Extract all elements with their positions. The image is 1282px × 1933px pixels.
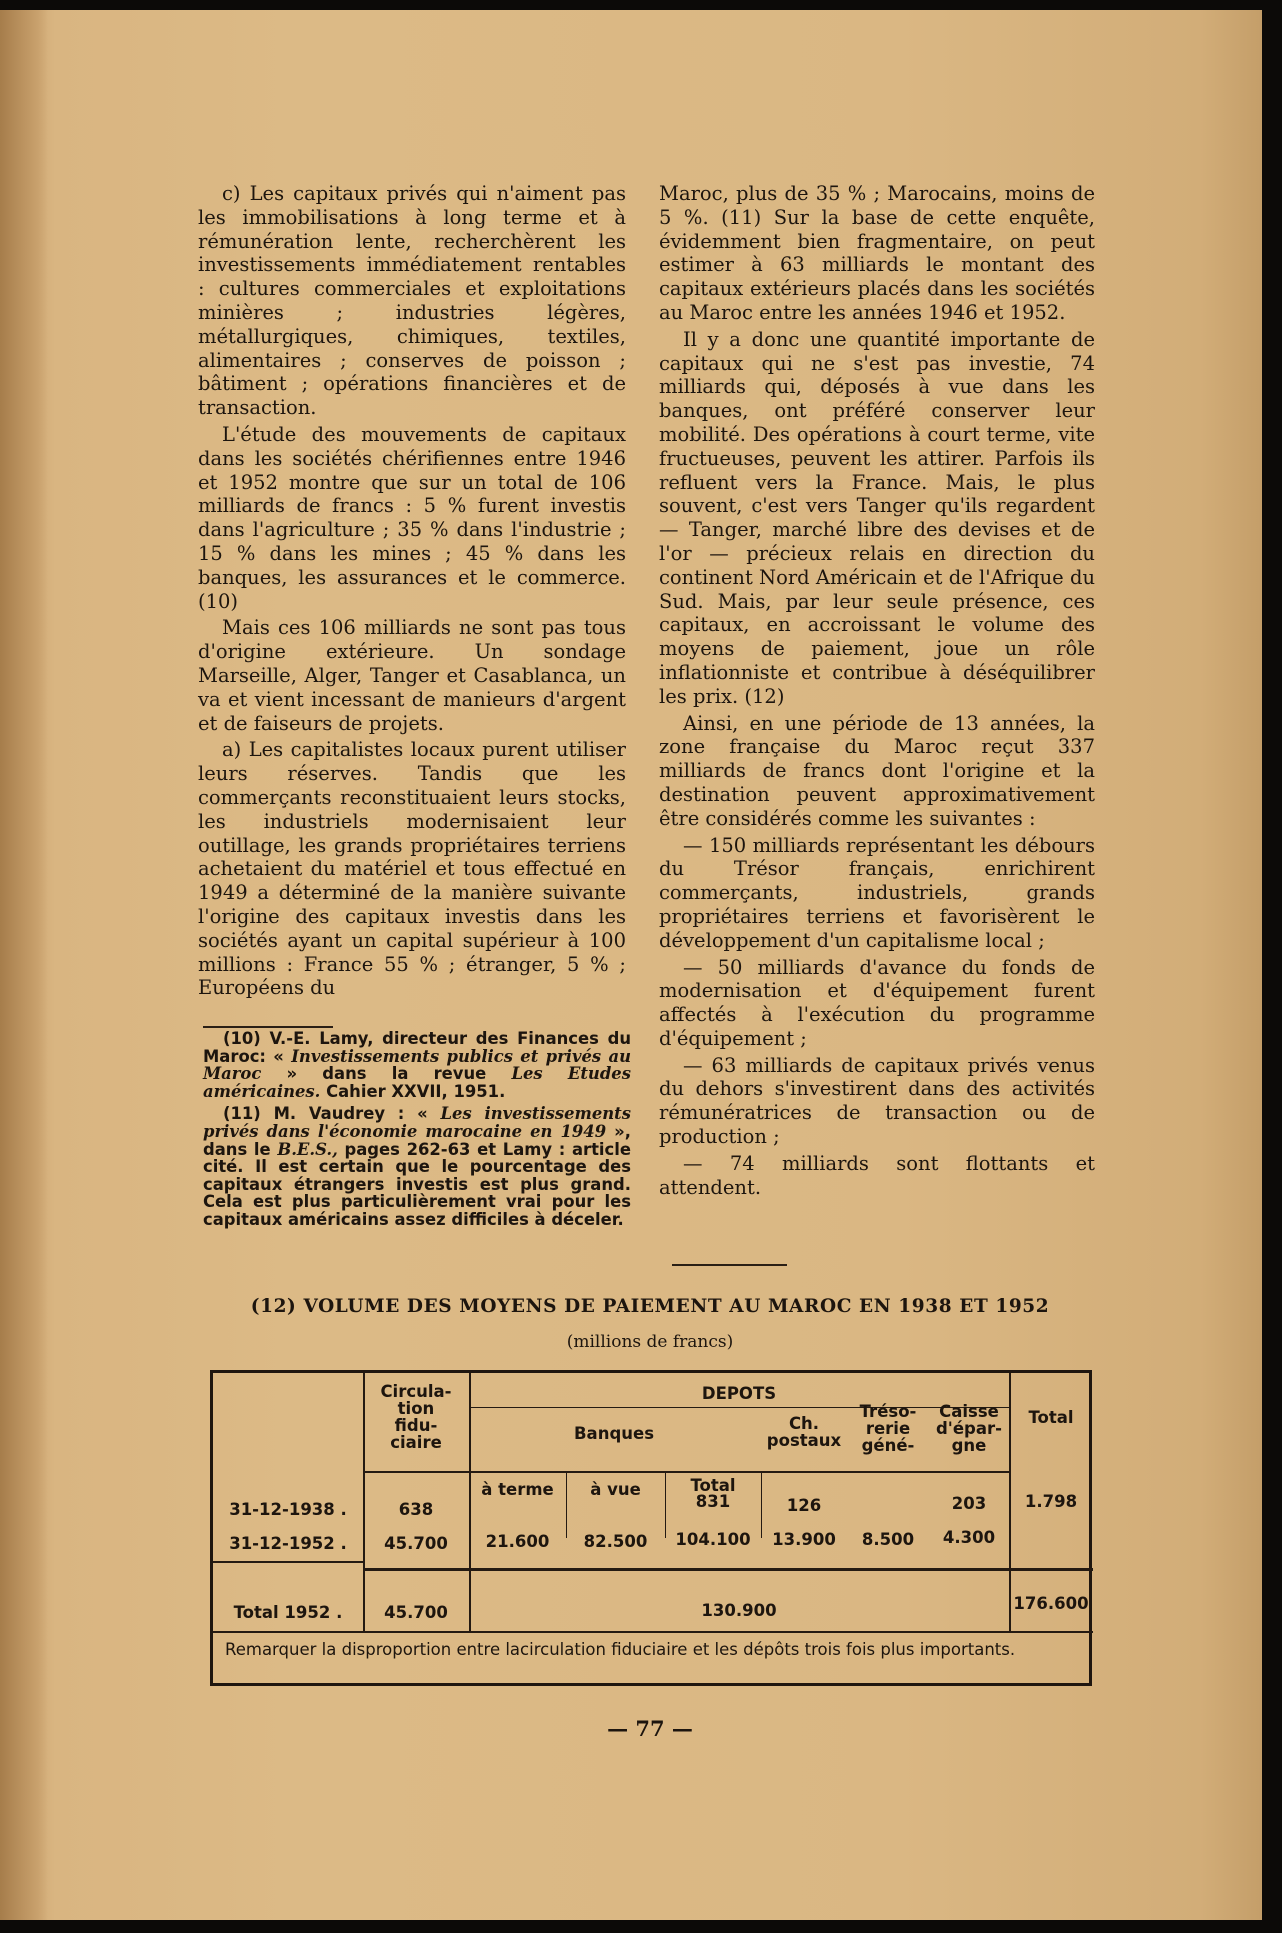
cell-value: 82.500 — [583, 1532, 648, 1551]
header-caisse: Caisse d'épar- gne — [936, 1402, 1002, 1455]
grid-line — [213, 1631, 1093, 1633]
total-grand: 176.600 — [1013, 1594, 1089, 1613]
paragraph: — 50 milliards d'avance du fonds de modernisation et d'équipement furent affectés à l'exécution du programme d'équipement ; — [659, 955, 1095, 1050]
cell-value: 21.600 — [485, 1532, 550, 1551]
row-label-1938: 31-12-1938 . — [229, 1500, 347, 1519]
cell-value: 45.700 — [384, 1534, 448, 1553]
page-number: — 77 — — [607, 1716, 693, 1741]
total-row-label: Total 1952 . — [233, 1603, 343, 1622]
section-rule — [672, 1264, 787, 1266]
left-text-column — [198, 182, 626, 1003]
row-label-1952: 31-12-1952 . — [229, 1534, 347, 1553]
paragraph: — 150 milliards représentant les débours du Trésor français, enrichirent commerçants, industriels, grands propriétaires terriens et favorisèrent le développement d'un capitalisme local ; — [659, 833, 1095, 952]
cell-value: 1.798 — [1024, 1492, 1078, 1511]
cell-value: 831 — [695, 1492, 731, 1511]
binding-gutter — [0, 10, 48, 1920]
header-total: Total — [1028, 1408, 1074, 1427]
paragraph: Ainsi, en une période de 13 années, la zone française du Maroc reçut 337 milliards de francs dont l'origine et la destination peuvent approximativement être considérés comme les suivantes : — [659, 711, 1095, 830]
total-circulation: 45.700 — [384, 1603, 448, 1622]
header-ch-postaux: Ch. postaux — [766, 1414, 842, 1450]
header-tresorerie: Tréso- rerie géné- — [859, 1402, 917, 1455]
grid-line — [363, 1568, 1093, 1571]
cell-value: 4.300 — [942, 1528, 996, 1547]
paragraph: Mais ces 106 milliards ne sont pas tous d'origine extérieure. Un sondage Marseille, Alger, Tanger et Casablanca, un va et vient incessant de manieurs d'argent et de faiseurs de projets. — [198, 616, 626, 735]
footnote-10: (10) V.-E. Lamy, directeur des Finances du Maroc: « Investissements publics et privés au Maroc » dans la revue Les Etudes américaines. Cahier XXVII, 1951. — [203, 1029, 631, 1101]
cell-value: 104.100 — [675, 1530, 751, 1549]
grid-line — [363, 1471, 1009, 1473]
footnote-11: (11) M. Vaudrey : « Les investissements privés dans l'économie marocaine en 1949 », dans le B.E.S., pages 262-63 et Lamy : article cité. Il est certain que le pourcentage des capitaux étrangers investis est plus grand. Cela est plus particulièrement vrai pour les capitaux américains assez difficiles à déceler. — [203, 1104, 631, 1229]
table-title: (12) VOLUME DES MOYENS DE PAIEMENT AU MAROC EN 1938 ET 1952 — [250, 1296, 1050, 1317]
header-a-vue: à vue — [590, 1480, 641, 1499]
footnote-rule — [203, 1026, 333, 1028]
paragraph: a) Les capitalistes locaux purent utiliser leurs réserves. Tandis que les commerçants reconstituaient leurs stocks, les industriels modernisaient leur outillage, les grands propriétaires terriens achetaient du matériel et tous effectué en 1949 a déterminé de la manière suivante l'origine des capitaux investis dans les sociétés ayant un capital supérieur à 100 millions : France 55 % ; étranger, 5 % ; Européens du — [198, 738, 626, 1000]
paragraph: Maroc, plus de 35 % ; Marocains, moins de 5 %. (11) Sur la base de cette enquête, évidemment bien fragmentaire, on peut estimer à 63 milliards le montant des capitaux extérieurs placés dans les sociétés au Maroc entre les années 1946 et 1952. — [659, 182, 1095, 324]
header-circulation: Circula- tion fidu- ciaire — [380, 1382, 452, 1452]
data-table — [210, 1370, 1092, 1686]
cell-value: 638 — [398, 1500, 434, 1519]
cell-value: 126 — [786, 1496, 822, 1515]
header-a-terme: à terme — [481, 1480, 554, 1499]
cell-value: 13.900 — [772, 1530, 836, 1549]
header-banques-total: Total — [690, 1476, 736, 1495]
cell-value: 8.500 — [861, 1530, 915, 1549]
paragraph: — 63 milliards de capitaux privés venus du dehors s'investirent dans des activités rémunératrices de transaction ou de production ; — [659, 1053, 1095, 1149]
table-subtitle: (millions de francs) — [566, 1332, 734, 1352]
right-text-column — [659, 182, 1095, 1202]
book-page — [0, 10, 1262, 1920]
paragraph: L'étude des mouvements de capitaux dans les sociétés chérifiennes entre 1946 et 1952 montre que sur un total de 106 milliards de francs : 5 % furent investis dans l'agriculture ; 35 % dans l'industrie ; 15 % dans les mines ; 45 % dans les banques, les assurances et le commerce. (10) — [198, 422, 626, 613]
paragraph: — 74 milliards sont flottants et attendent. — [659, 1151, 1095, 1199]
grid-line — [469, 1373, 471, 1631]
paragraph: c) Les capitaux privés qui n'aiment pas les immobilisations à long terme et à rémunération lente, recherchèrent les investissements immédiatement rentables : cultures commerciales et exploitations minières ; industries légères, métallurgiques, chimiques, textiles, alimentaires ; conserves de poisson ; bâtiment ; opérations financières et de transaction. — [198, 182, 626, 420]
header-depots: DEPOTS — [701, 1384, 777, 1403]
header-banques: Banques — [573, 1424, 655, 1443]
footnotes — [203, 1030, 631, 1234]
cell-value: 203 — [951, 1494, 987, 1513]
paragraph: Il y a donc une quantité importante de capitaux qui ne s'est pas investie, 74 milliards qui, déposés à vue dans les banques, ont préféré conserver leur mobilité. Des opérations à court terme, vite fructueuses, peuvent les attirer. Parfois ils refluent vers la France. Mais, le plus souvent, c'est vers Tanger qu'ils regardent — Tanger, marché libre des devises et de l'or — précieux relais en direction du continent Nord Américain et de l'Afrique du Sud. Mais, par leur seule présence, ces capitaux, en accroissant le volume des moyens de paiement, joue un rôle inflationniste et contribue à déséquilibrer les prix. (12) — [659, 327, 1095, 708]
grid-line — [213, 1561, 363, 1563]
table-note: Remarquer la disproportion entre lacirculation fiduciaire et les dépôts trois fois plus importants. — [225, 1640, 1016, 1659]
total-depots: 130.900 — [701, 1601, 777, 1620]
